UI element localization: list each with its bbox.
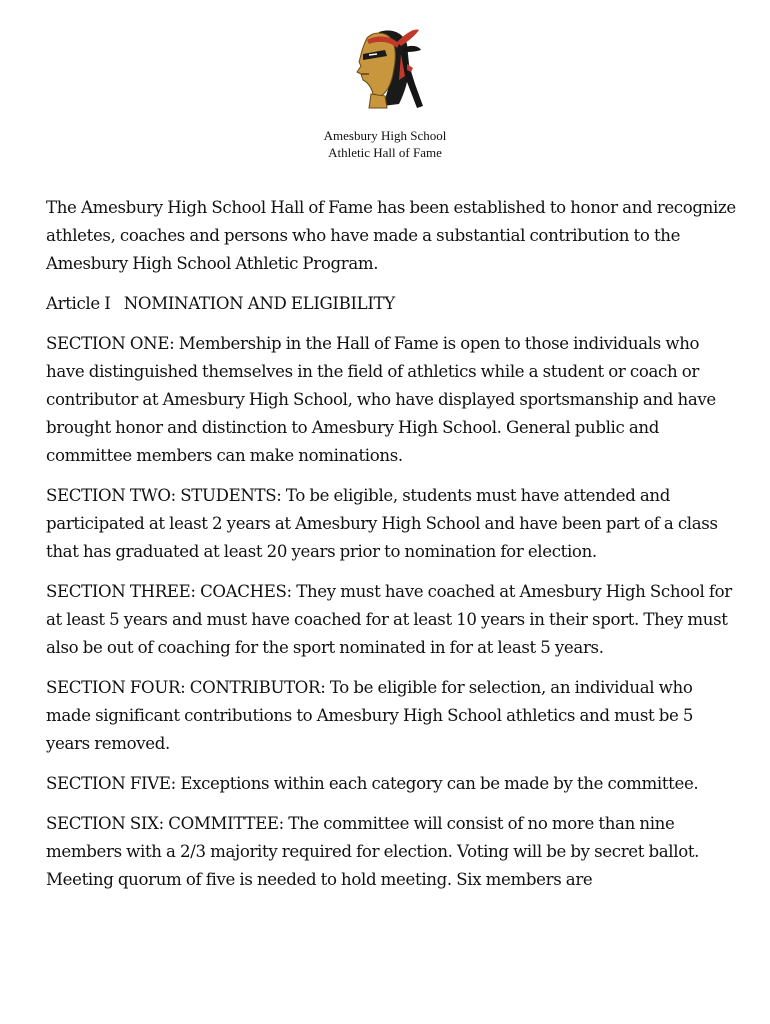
section-five: SECTION FIVE: Exceptions within each category can be made by the committee. (46, 774, 699, 793)
school-name: Amesbury High School (323, 128, 447, 143)
indian-head-mascot-icon (341, 24, 433, 112)
document-body (46, 194, 736, 906)
hall-of-fame-title: Athletic Hall of Fame (328, 145, 442, 160)
section-six: SECTION SIX: COMMITTEE: The committee will consist of no more than nine members with a 2/3 majority required for election. Voting will be by secret ballot. Meeting quorum of five is needed to hold meeting. Six members are (46, 814, 700, 889)
section-one: SECTION ONE: Membership in the Hall of Fame is open to those individuals who have distinguished themselves in the field of athletics while a student or coach or contributor at Amesbury High School, who have displayed sportsmanship and have brought honor and distinction to Amesbury High School. General public and committee members can make nominations. (46, 334, 716, 465)
article-heading: Article I NOMINATION AND ELIGIBILITY (46, 294, 395, 313)
section-four: SECTION FOUR: CONTRIBUTOR: To be eligible for selection, an individual who made significant contributions to Amesbury High School athletics and must be 5 years removed. (46, 678, 694, 753)
section-three: SECTION THREE: COACHES: They must have coached at Amesbury High School for at least 5 years and must have coached for at least 10 years in their sport. They must also be out of coaching for the sport nominated in for at least 5 years. (46, 582, 732, 657)
intro-paragraph: The Amesbury High School Hall of Fame has been established to honor and recognize athletes, coaches and persons who have made a substantial contribution to the Amesbury High School Athletic Program. (46, 198, 736, 273)
section-two: SECTION TWO: STUDENTS: To be eligible, students must have attended and participated at least 2 years at Amesbury High School and have been part of a class that has graduated at least 20 years prior to nomination for election. (46, 486, 718, 561)
